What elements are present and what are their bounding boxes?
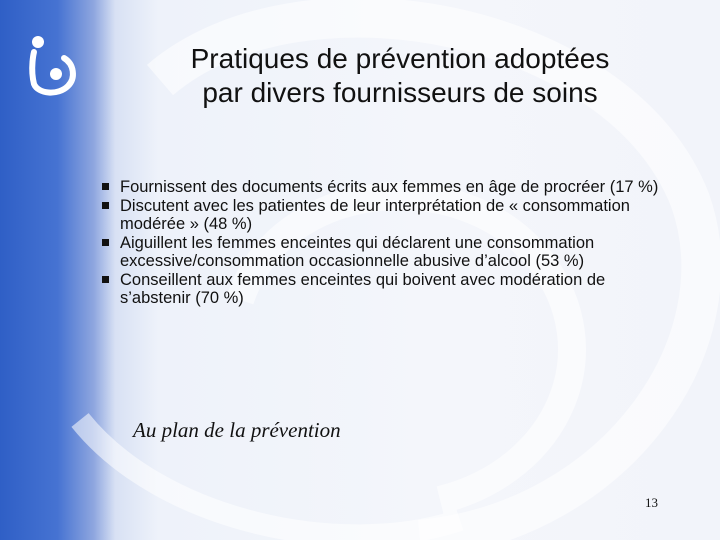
bullet-item xyxy=(100,197,680,233)
bullet-item xyxy=(100,234,680,270)
bullet-text: Discutent avec les patientes de leur interprétation de « consommation modérée » (48 %) xyxy=(120,197,630,233)
square-bullet-icon xyxy=(102,183,109,190)
bullet-item xyxy=(100,178,680,196)
bullet-text: Aiguillent les femmes enceintes qui déclarent une consommation excessive/consommation occasionnelle abusive d’alcool (53 %) xyxy=(120,234,595,270)
mother-child-logo-icon xyxy=(14,28,86,100)
bullet-text: Fournissent des documents écrits aux femmes en âge de procréer (17 %) xyxy=(120,178,659,196)
slide-title xyxy=(120,42,680,110)
slide-title-line: par divers fournisseurs de soins xyxy=(202,77,598,108)
slide-title-line: Pratiques de prévention adoptées xyxy=(190,43,610,74)
bullet-item xyxy=(100,271,680,307)
page-number: 13 xyxy=(645,495,658,510)
bullet-text: Conseillent aux femmes enceintes qui boivent avec modération de s’abstenir (70 %) xyxy=(120,271,606,307)
square-bullet-icon xyxy=(102,276,109,283)
square-bullet-icon xyxy=(102,202,109,209)
bullet-list xyxy=(100,178,680,308)
square-bullet-icon xyxy=(102,239,109,246)
section-subtitle: Au plan de la prévention xyxy=(133,418,341,442)
